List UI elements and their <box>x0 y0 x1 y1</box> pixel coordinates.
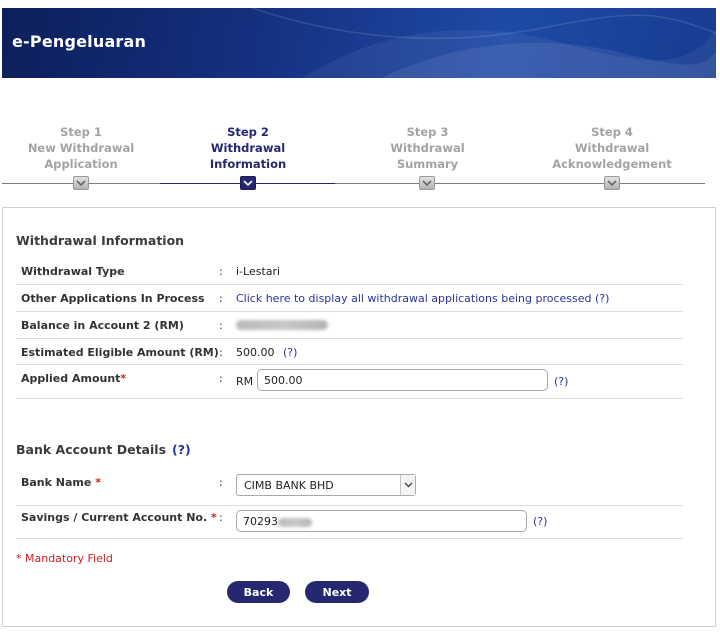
chevron-down-icon[interactable] <box>400 475 415 495</box>
step-3-title: Withdrawal Summary <box>390 141 465 171</box>
row-bank-name <box>16 468 683 506</box>
bank-name-select[interactable] <box>236 474 416 496</box>
step-2-number: Step 2 <box>227 125 269 139</box>
step-4 <box>552 124 672 172</box>
divider <box>16 398 683 399</box>
chevron-down-icon <box>419 176 435 190</box>
account-number-label-text: Savings / Current Account No. <box>21 511 208 524</box>
step-4-title-2: Acknowledgement <box>552 157 672 171</box>
row-other-applications <box>16 285 683 312</box>
colon: : <box>219 319 223 332</box>
step-4-number: Step 4 <box>591 125 633 139</box>
step-1 <box>20 124 142 172</box>
required-marker: * <box>95 476 101 489</box>
mandatory-star: * <box>16 552 22 565</box>
step-1-number: Step 1 <box>60 125 102 139</box>
mandatory-text: Mandatory Field <box>21 552 113 565</box>
withdrawal-type-label: Withdrawal Type <box>21 265 125 278</box>
bank-name-label <box>21 476 101 489</box>
required-marker: * <box>211 511 217 524</box>
step-2-title: Withdrawal Information <box>209 141 287 171</box>
step-4-title: Withdrawal <box>574 141 650 155</box>
colon: : <box>219 292 223 305</box>
app-title: e-Pengeluaran <box>12 32 147 51</box>
account-number-value: 70293 <box>243 515 278 528</box>
row-account-number <box>16 506 683 539</box>
progress-steps <box>0 124 720 194</box>
account-number-redacted <box>278 518 312 527</box>
row-balance <box>16 312 683 339</box>
required-marker: * <box>120 372 127 385</box>
colon: : <box>219 476 223 489</box>
applied-amount-label-text: Applied Amount <box>21 372 121 385</box>
account-number-input[interactable] <box>236 510 527 532</box>
row-eligible-amount <box>16 339 683 365</box>
colon: : <box>219 265 223 278</box>
other-applications-help[interactable]: (?) <box>595 292 610 305</box>
chevron-down-icon <box>604 176 620 190</box>
applied-amount-label <box>21 372 126 385</box>
other-applications-label: Other Applications In Process <box>21 292 205 305</box>
step-3 <box>360 124 495 172</box>
balance-label: Balance in Account 2 (RM) <box>21 319 184 332</box>
currency-prefix: RM <box>236 375 254 388</box>
colon: : <box>219 346 223 359</box>
row-applied-amount <box>16 365 683 398</box>
eligible-amount-text: 500.00 <box>236 346 275 359</box>
bank-name-label-text: Bank Name <box>21 476 92 489</box>
applied-amount-input[interactable] <box>257 369 548 391</box>
eligible-amount-help[interactable]: (?) <box>283 346 298 359</box>
next-button[interactable]: Next <box>305 581 369 603</box>
back-button[interactable]: Back <box>227 581 290 603</box>
eligible-amount-value <box>236 346 297 359</box>
balance-value-redacted <box>236 318 328 331</box>
account-number-help[interactable]: (?) <box>533 515 548 528</box>
bank-section-title-text: Bank Account Details <box>16 442 167 457</box>
step-1-title-2: Application <box>44 157 118 171</box>
withdrawal-applications-link[interactable] <box>236 292 609 305</box>
account-number-label <box>21 511 217 524</box>
chevron-down-icon <box>240 176 256 190</box>
withdrawal-applications-link-text[interactable]: Click here to display all withdrawal applications being processed <box>236 292 592 305</box>
bank-name-selected: CIMB BANK BHD <box>244 479 334 492</box>
bank-section-title <box>16 442 191 457</box>
step-2 <box>172 124 324 172</box>
step-1-title: New Withdrawal <box>27 141 135 155</box>
colon: : <box>219 372 223 385</box>
withdrawal-type-value: i-Lestari <box>236 265 281 278</box>
eligible-amount-label: Estimated Eligible Amount (RM) <box>21 346 219 359</box>
withdrawal-section-title: Withdrawal Information <box>16 233 185 248</box>
colon: : <box>219 511 223 524</box>
chevron-down-icon <box>73 176 89 190</box>
bank-section-help[interactable]: (?) <box>172 442 191 457</box>
row-withdrawal-type <box>16 258 683 285</box>
applied-amount-help[interactable]: (?) <box>554 375 569 388</box>
step-3-number: Step 3 <box>406 125 449 139</box>
app-header <box>2 8 716 78</box>
mandatory-field-note <box>16 552 113 565</box>
form-panel <box>2 207 716 627</box>
